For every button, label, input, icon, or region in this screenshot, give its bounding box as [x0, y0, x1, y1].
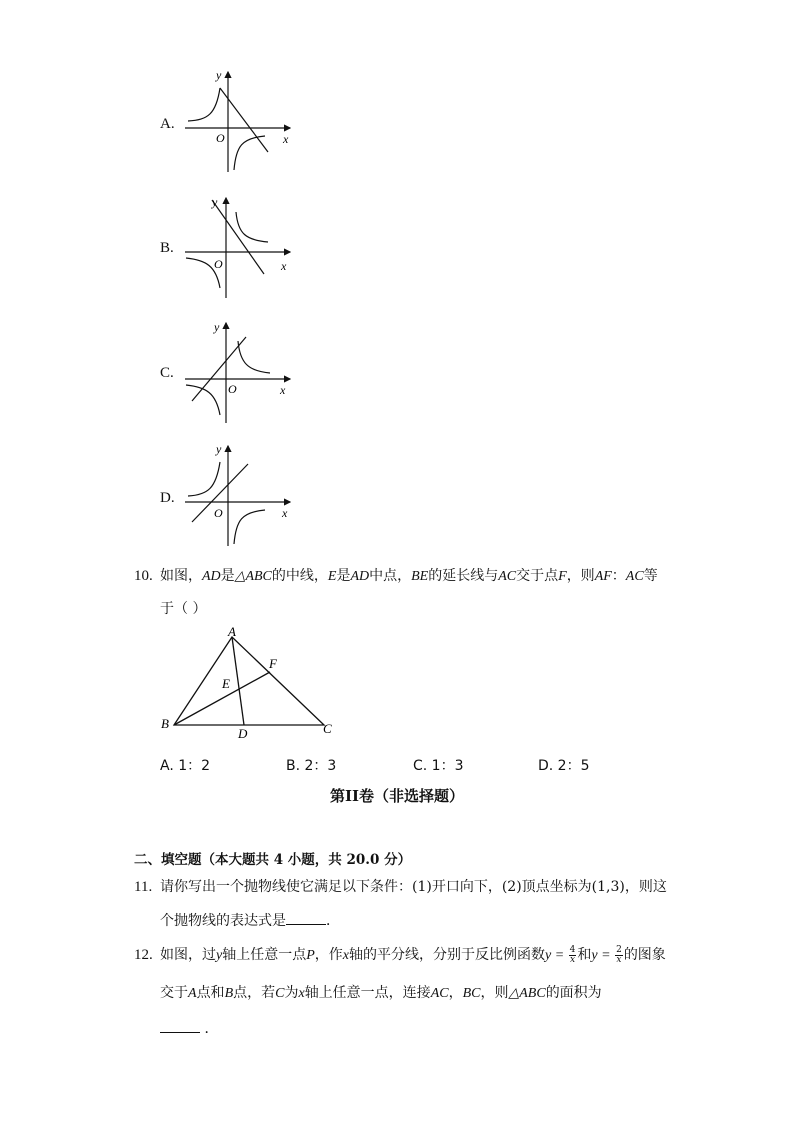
- option-a-graph: [180, 66, 300, 176]
- question-12-text-line3: ．: [160, 1012, 218, 1046]
- option-b-label: B.: [160, 240, 174, 256]
- option-a-label: A.: [160, 116, 175, 132]
- choice-c[interactable]: C. 1：3: [413, 758, 464, 774]
- section-title: 第II卷（非选择题）: [329, 787, 465, 805]
- point-f-label: F: [269, 656, 277, 671]
- question-10-number: 10.: [134, 568, 153, 584]
- question-10-text: 如图，AD是△ABC的中线，E是AD中点，BE的延长线与AC交于点F，则AF：AC等: [160, 568, 658, 584]
- origin-label: O: [214, 506, 223, 520]
- y-axis-label: y: [212, 195, 218, 209]
- x-axis-label: x: [283, 132, 289, 146]
- x-axis-label: x: [282, 506, 288, 520]
- question-12-text-line2: 交于A点和B点，若C为x轴上任意一点，连接AC，BC，则△ABC的面积为: [160, 985, 602, 1001]
- point-d-label: D: [238, 726, 248, 741]
- fraction-4-over-x: $\frac{4}{x}$: [569, 944, 576, 965]
- y-axis-label: y: [216, 442, 222, 456]
- x-axis-label: x: [280, 383, 286, 397]
- question-11-text: 请你写出一个抛物线使它满足以下条件：(1)开口向下，(2)顶点坐标为(1,3)，则这: [160, 879, 667, 895]
- origin-label: O: [214, 257, 223, 271]
- vertex-a-label: A: [228, 624, 236, 639]
- point-e-label: E: [222, 676, 230, 691]
- origin-label: O: [216, 131, 225, 145]
- choice-b[interactable]: B. 2：3: [286, 758, 337, 774]
- question-11-text-line2: 个抛物线的表达式是 ．: [160, 904, 340, 938]
- option-c-label: C.: [160, 365, 174, 381]
- answer-blank[interactable]: [160, 1018, 200, 1033]
- question-12-number: 12.: [134, 947, 153, 963]
- vertex-b-label: B: [161, 716, 169, 731]
- y-axis-label: y: [216, 68, 222, 82]
- choice-a[interactable]: A. 1：2: [160, 758, 211, 774]
- fraction-2-over-x: $\frac{2}{x}$: [616, 944, 622, 965]
- question-11-number: 11.: [134, 879, 153, 895]
- triangle-figure: [158, 622, 348, 751]
- y-axis-label: y: [214, 320, 220, 334]
- vertex-c-label: C: [323, 721, 332, 736]
- option-d-label: D.: [160, 490, 175, 506]
- x-axis-label: x: [281, 259, 287, 273]
- answer-blank[interactable]: [286, 910, 326, 925]
- question-10-text-line2: 于（ ）: [160, 601, 207, 617]
- option-d-graph: [180, 440, 300, 550]
- question-12-text: 如图，过y轴上任意一点P，作x轴的平分线，分别于反比例函数y = $\frac{4}{x}$ 和y = $\frac{2}{x}$ 的图象: [160, 944, 666, 965]
- part-heading: 二、填空题（本大题共 4 小题，共 20.0 分）: [134, 852, 412, 868]
- option-c-graph: [180, 317, 300, 427]
- origin-label: O: [228, 382, 237, 396]
- option-b-graph: [180, 192, 300, 302]
- choice-d[interactable]: D. 2：5: [538, 758, 590, 774]
